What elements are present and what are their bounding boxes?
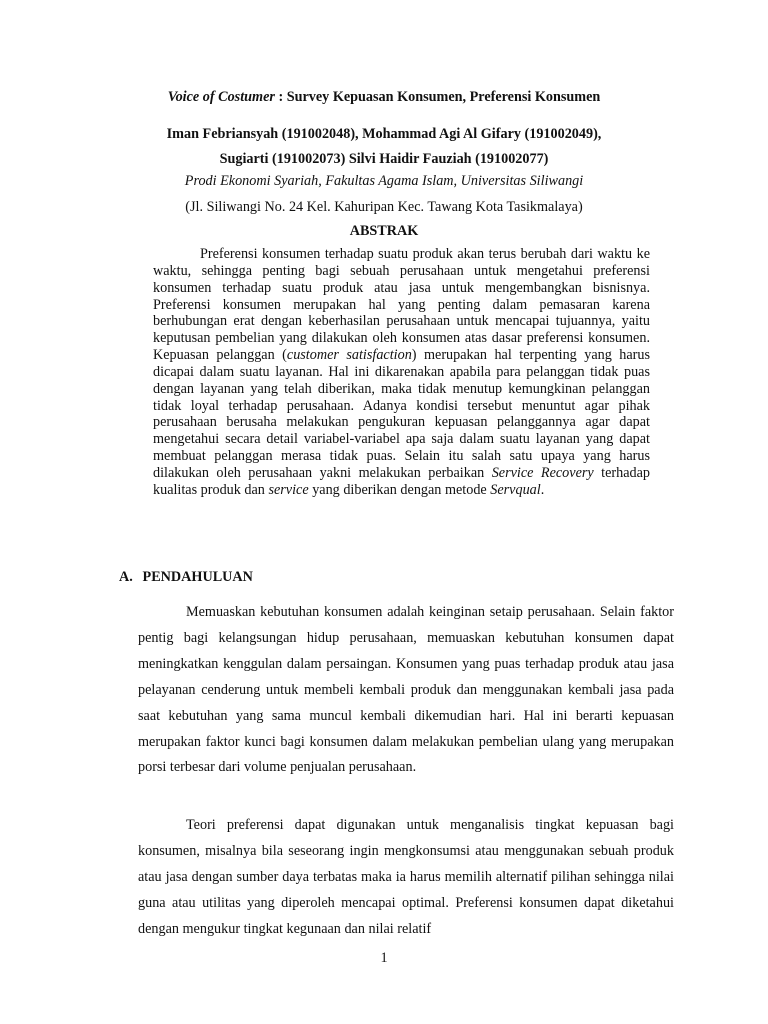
affiliation: Prodi Ekonomi Syariah, Fakultas Agama Islam, Universitas Siliwangi	[184, 173, 584, 189]
body-paragraph-2: Teori preferensi dapat digunakan untuk menganalisis tingkat kepuasan bagi konsumen, misalnya bila seseorang ingin mengkonsumsi atau menggunakan sebuah produk atau jasa dengan sumber daya terbatas maka ia harus memilih alternatif pilihan sehingga nilai guna atau utilitas yang diperoleh mencapai optimal. Preferensi konsumen dapat diketahui dengan mengukur tingkat kegunaan dan nilai relatif	[138, 817, 674, 937]
page-number: 1	[380, 950, 388, 966]
abstract-term-servqual: Servqual	[490, 481, 541, 498]
paper-title-rest: : Survey Kepuasan Konsumen, Preferensi Konsumen	[274, 89, 601, 105]
section-heading	[119, 568, 253, 586]
abstract-seg-4: yang diberikan dengan metode	[308, 481, 491, 498]
abstract-term-service: service	[268, 481, 309, 498]
paper-title	[0, 88, 768, 106]
section-number: A.	[119, 569, 133, 585]
body-paragraph-1: Memuaskan kebutuhan konsumen adalah keinginan setaip perusahaan. Selain faktor pentig bagi kelangsungan hidup perusahaan, memuaskan kebutuhan konsumen dapat meningkatkan kenggulan dalam persaingan. Konsumen yang puas terhadap produk atau jasa pelayanan cenderung untuk membeli kembali produk dan menggunakan kembali jasa pada saat kebutuhan yang sama muncul kembali dikemudian hari. Hal ini berarti kepuasan merupakan faktor kunci bagi konsumen dalam melakukan pembelian ulang yang merupakan porsi terbesar dari volume penjualan perusahaan.	[138, 604, 674, 776]
abstract-heading: ABSTRAK	[349, 223, 419, 239]
abstract-seg-5: .	[540, 481, 545, 498]
abstract-seg-1: Preferensi konsumen terhadap suatu produk akan terus berubah dari waktu ke waktu, sehingga penting bagi sebuah perusahaan untuk mengetahui preferensi konsumen terhadap suatu produk atau jasa untuk mengembangkan bisnisnya. Preferensi konsumen merupakan hal yang penting dalam pemasaran karena berhubungan erat dengan keberhasilan perusahaan untuk mencapai tujuannya, yaitu keputusan pembelian yang dilakukan oleh konsumen atas dasar preferensi konsumen. Kepuasan pelanggan (	[153, 246, 650, 364]
authors-line-1: Iman Febriansyah (191002048), Mohammad Agi Al Gifary (191002049),	[166, 126, 602, 142]
author-list	[0, 122, 768, 172]
section-title: PENDAHULUAN	[142, 569, 253, 585]
abstract-term-customer-satisfaction: customer satisfaction	[286, 347, 412, 364]
abstract-term-service-recovery: Service Recovery	[491, 464, 594, 481]
abstract-seg-3: terhadap kualitas produk dan	[153, 464, 650, 498]
authors-line-2: Sugiarti (191002073) Silvi Haidir Fauziah (191002077)	[219, 151, 549, 167]
paper-title-italic: Voice of Costumer	[167, 89, 275, 105]
abstract-seg-2: ) merupakan hal terpenting yang harus dicapai dalam suatu layanan. Hal ini dikarenakan apabila para pelanggan tidak puas dengan layanan yang telah diberikan, maka tidak menutup kemungkinan pelanggan tidak loyal terhadap perusahaan. Adanya kondisi tersebut menuntut agar pihak perusahaan berusaha melakukan pengukuran kepuasan pelanggannya agar dapat mengetahui secara detail variabel-variabel apa saja dalam suatu layanan yang dapat membuat pelanggan merasa tidak puas. Selain itu salah satu upaya yang harus dilakukan oleh perusahaan yakni melakukan perbaikan	[153, 347, 651, 481]
abstract-text	[153, 246, 650, 499]
address: (Jl. Siliwangi No. 24 Kel. Kahuripan Kec. Tawang Kota Tasikmalaya)	[185, 199, 583, 215]
